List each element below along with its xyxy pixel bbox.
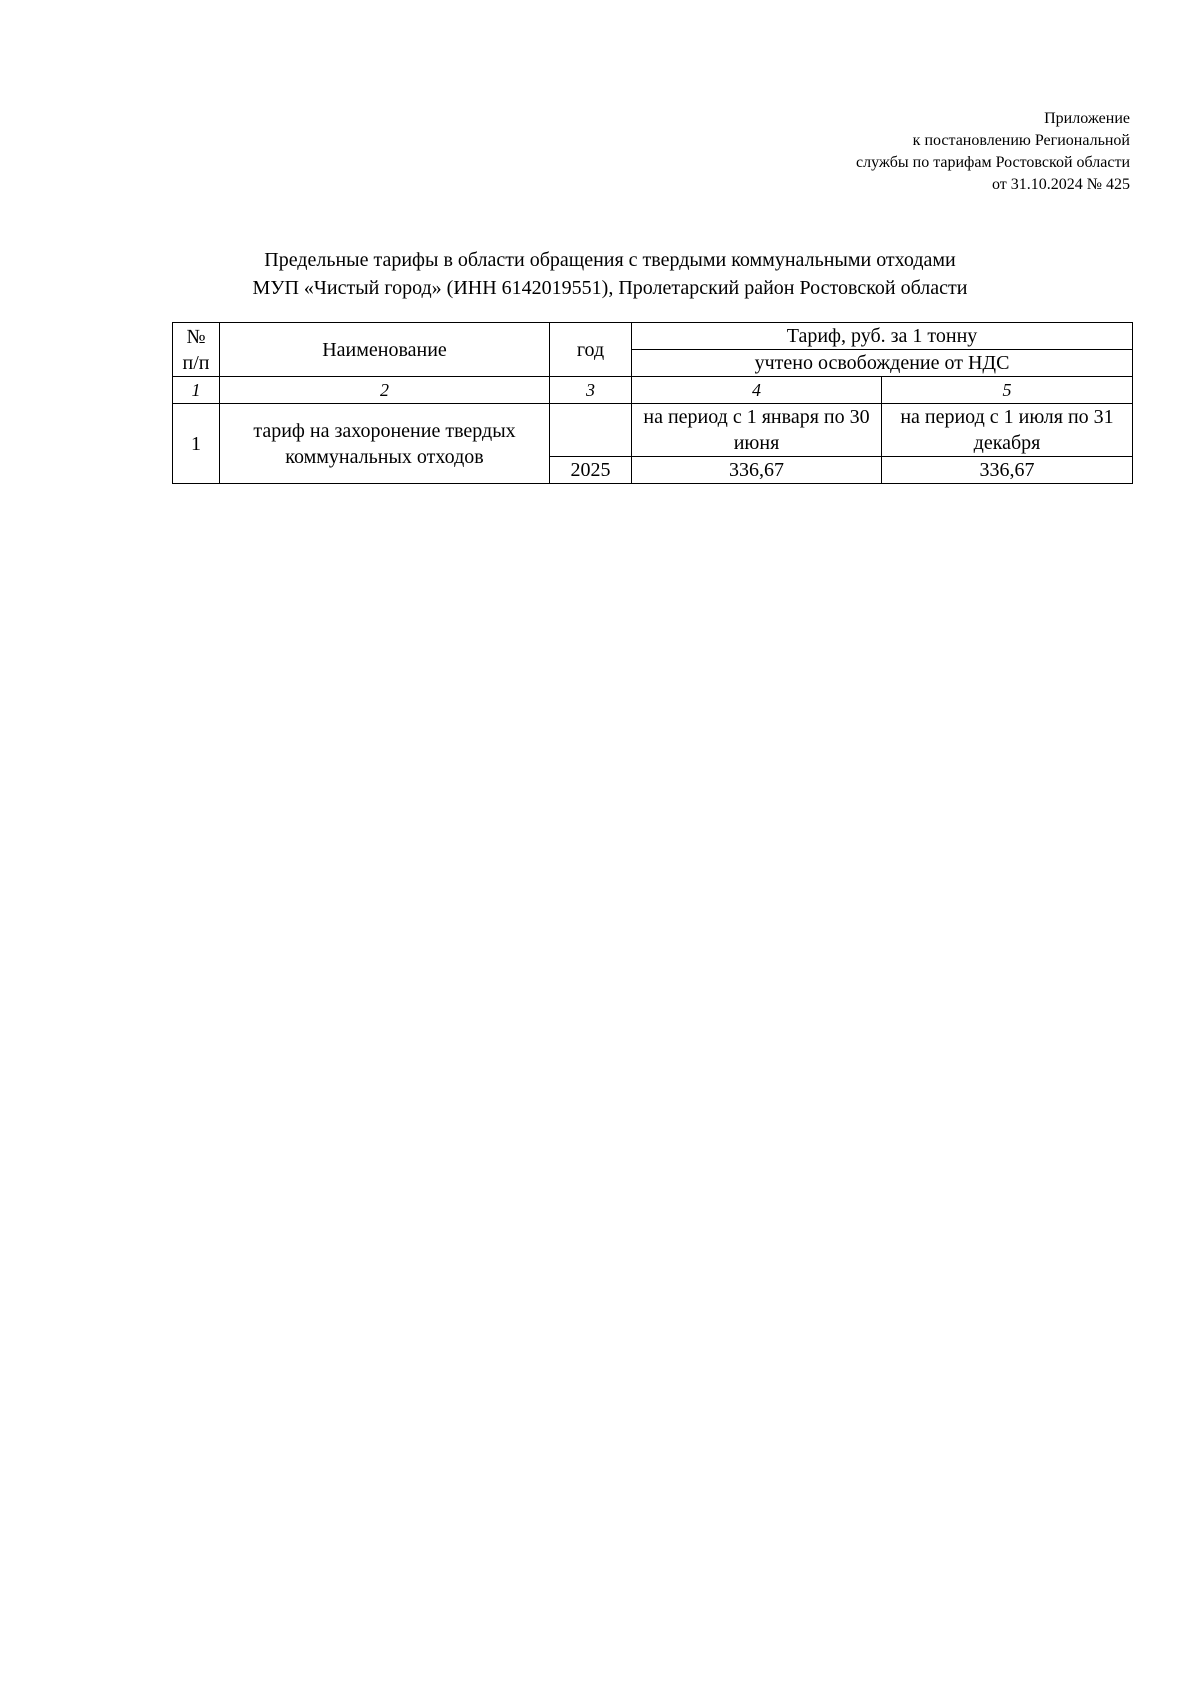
column-number: 5 — [882, 377, 1133, 404]
header-tariff: Тариф, руб. за 1 тонну — [632, 323, 1133, 350]
appendix-line: Приложение — [1044, 110, 1130, 127]
column-number: 3 — [550, 377, 632, 404]
header-num-line1: № — [186, 325, 206, 348]
header-num-line2: п/п — [182, 351, 210, 374]
header-name: Наименование — [220, 323, 550, 377]
header-vat-note: учтено освобождение от НДС — [632, 350, 1133, 377]
row-value-1: 336,67 — [632, 457, 882, 484]
appendix-line: службы по тарифам Ростовской области — [856, 154, 1130, 171]
period-1: на период с 1 января по 30 июня — [632, 404, 882, 457]
row-year-empty — [550, 404, 632, 457]
appendix-line: к постановлению Региональной — [912, 132, 1130, 149]
row-num: 1 — [173, 404, 220, 484]
table-row — [173, 404, 1133, 457]
appendix-block — [856, 108, 1130, 196]
row-name: тариф на захоронение твердых коммунальных отходов — [220, 404, 550, 484]
header-num — [173, 323, 220, 377]
row-year: 2025 — [550, 457, 632, 484]
column-number: 2 — [220, 377, 550, 404]
column-number-row — [173, 377, 1133, 404]
table-header-row — [173, 323, 1133, 350]
header-year: год — [550, 323, 632, 377]
title-line-2: МУП «Чистый город» (ИНН 6142019551), Пролетарский район Ростовской области — [252, 277, 968, 299]
appendix-line: от 31.10.2024 № 425 — [991, 176, 1130, 193]
column-number: 1 — [173, 377, 220, 404]
period-2: на период с 1 июля по 31 декабря — [882, 404, 1133, 457]
tariff-table — [172, 322, 1133, 484]
document-title — [172, 246, 1048, 302]
row-value-2: 336,67 — [882, 457, 1133, 484]
title-line-1: Предельные тарифы в области обращения с твердыми коммунальными отходами — [264, 249, 956, 271]
column-number: 4 — [632, 377, 882, 404]
